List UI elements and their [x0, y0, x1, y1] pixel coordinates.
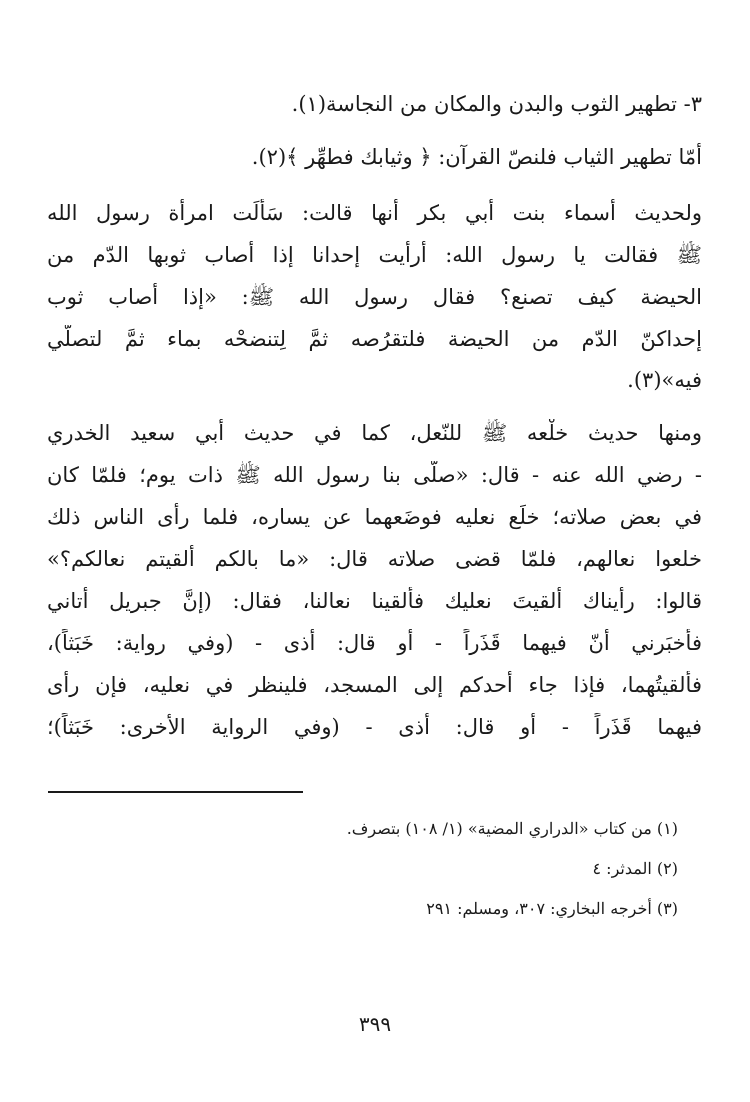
body-line: خلعوا نعالهم، فلمّا قضى صلاته قال: «ما بالكم ألقيتم نعالكم؟» [47, 547, 702, 571]
body-line: - رضي الله عنه - قال: «صلّى بنا رسول الله ﷺ ذات يوم؛ فلمّا كان [47, 463, 702, 487]
body-line: الحيضة كيف تصنع؟ فقال رسول الله ﷺ: «إذا أصاب ثوب [47, 285, 702, 309]
body-line: ومنها حديث خلْعه ﷺ للنّعل، كما في حديث أبي سعيد الخدري [47, 421, 702, 445]
footnote: (٣) أخرجه البخاري: ٣٠٧، ومسلم: ٢٩١ [426, 899, 678, 918]
footnote: (١) من كتاب «الدراري المضية» (١/ ١٠٨) بتصرف. [346, 819, 678, 838]
body-line: أمّا تطهير الثياب فلنصّ القرآن: ﴿ وثيابك فطهِّر ﴾(٢). [251, 145, 702, 169]
body-line: فألقيتُهما، فإذا جاء أحدكم إلى المسجد، فلينظر في نعليه، فإن رأى [47, 673, 702, 697]
footnote-divider [48, 791, 303, 793]
body-line: فيه»(٣). [627, 368, 702, 392]
body-line: قالوا: رأيناك ألقيتَ نعليك فألقينا نعالنا، فقال: (إنَّ جبريل أتاني [47, 589, 702, 613]
body-line: ﷺ فقالت يا رسول الله: أرأيت إحدانا إذا أصاب ثوبها الدّم من [47, 243, 702, 267]
body-line: فأخبَرني أنّ فيهما قَذَراً - أو قال: أذى - (وفي رواية: خَبَثاً)، [47, 631, 702, 655]
page-number: ٣٩٩ [358, 1012, 392, 1036]
body-line: ٣- تطهير الثوب والبدن والمكان من النجاسة(١). [291, 92, 702, 116]
body-line: إحداكنّ الدّم من الحيضة فلتقرُصه ثمَّ لِتنضحْه بماء ثمَّ لتصلّي [47, 327, 702, 351]
footnote: (٢) المدثر: ٤ [592, 859, 678, 878]
body-line: ولحديث أسماء بنت أبي بكر أنها قالت: سَألَت امرأة رسول الله [47, 201, 702, 225]
body-line: في بعض صلاته؛ خلَع نعليه فوضَعهما عن يساره، فلما رأى الناس ذلك [47, 505, 702, 529]
body-line: فيهما قَذَراً - أو قال: أذى - (وفي الرواية الأخرى: خَبَثاً)؛ [47, 715, 702, 739]
